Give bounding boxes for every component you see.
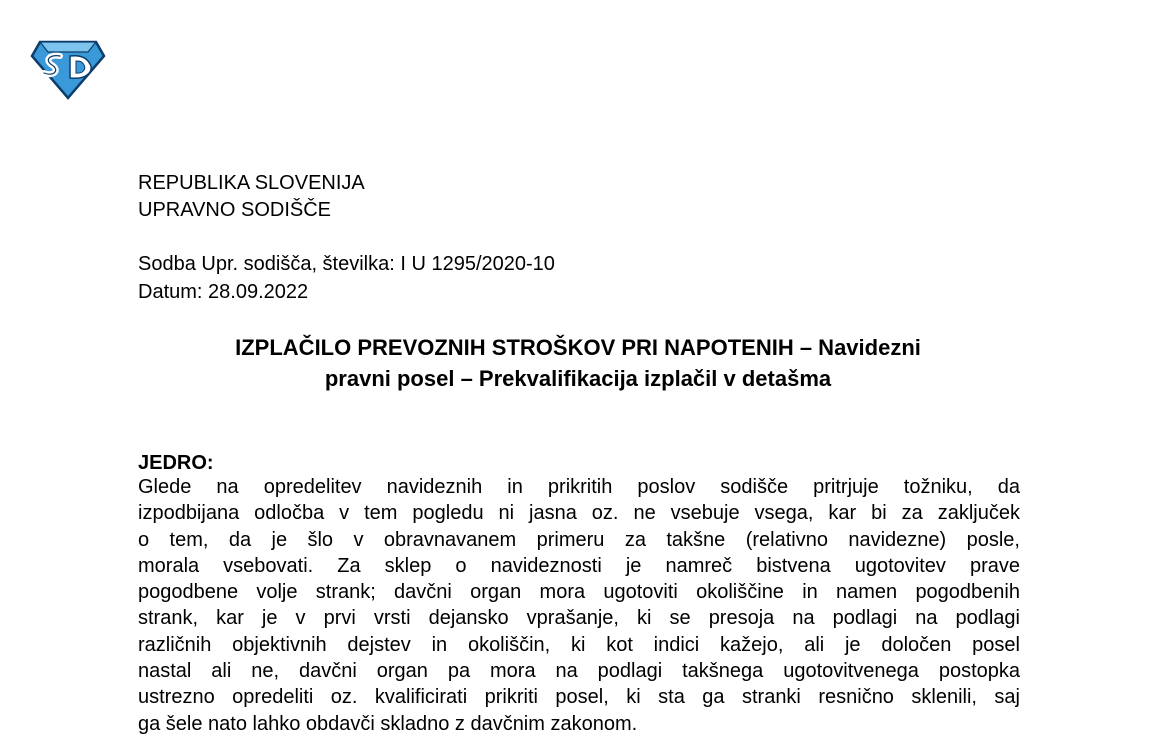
court-header xyxy=(138,170,365,224)
case-reference xyxy=(138,250,555,306)
paragraph-line: o tem, da je šlo v obravnavanem primeru za takšne (relativno navidezne) posle, xyxy=(138,528,1020,551)
document-title xyxy=(138,332,1018,394)
paragraph-line: različnih objektivnih dejstev in okoliščin, ki kot indici kažejo, ali je določen posel xyxy=(138,633,1020,656)
case-date: Datum: 28.09.2022 xyxy=(138,281,309,303)
title-line-2: pravni posel – Prekvalifikacija izplačil v detašma xyxy=(324,366,832,391)
paragraph-line-last: ga šele nato lahko obdavči skladno z davčnim zakonom. xyxy=(138,712,638,735)
paragraph-line: morala vsebovati. Za sklep o navideznosti je namreč bistvena ugotovitev prave xyxy=(138,554,1020,577)
paragraph-line: nastal ali ne, davčni organ pa mora na podlagi takšnega ugotovitvenega postopka xyxy=(138,660,1020,683)
paragraph-line: pogodbene volje strank; davčni organ mora ugotoviti okoliščine in namen pogodbenih xyxy=(138,581,1020,604)
jedro-paragraph xyxy=(138,474,1020,737)
paragraph-line: izpodbijana odločba v tem pogledu ni jasna oz. ne vsebuje vsega, kar bi za zaključek xyxy=(138,502,1020,525)
paragraph-line: Glede na opredelitev navideznih in prikritih poslov sodišče pritrjuje tožniku, da xyxy=(138,476,1020,498)
paragraph-line: ustrezno opredeliti oz. kvalificirati prikriti posel, ki sta ga stranki resnično sklenili, saj xyxy=(138,686,1020,709)
country-name: REPUBLIKA SLOVENIJA xyxy=(138,172,365,194)
court-name: UPRAVNO SODIŠČE xyxy=(138,199,331,221)
court-emblem-icon xyxy=(30,40,106,100)
title-line-1: IZPLAČILO PREVOZNIH STROŠKOV PRI NAPOTENIH – Navidezni xyxy=(235,335,921,360)
case-number: Sodba Upr. sodišča, številka: I U 1295/2020-10 xyxy=(138,253,555,275)
logo-facet-top xyxy=(40,42,96,52)
court-logo xyxy=(30,40,106,100)
jedro-heading: JEDRO: xyxy=(138,452,214,474)
paragraph-line: strank, kar je v prvi vrsti dejansko vprašanje, ki se presoja na podlagi na podlagi xyxy=(138,607,1020,630)
